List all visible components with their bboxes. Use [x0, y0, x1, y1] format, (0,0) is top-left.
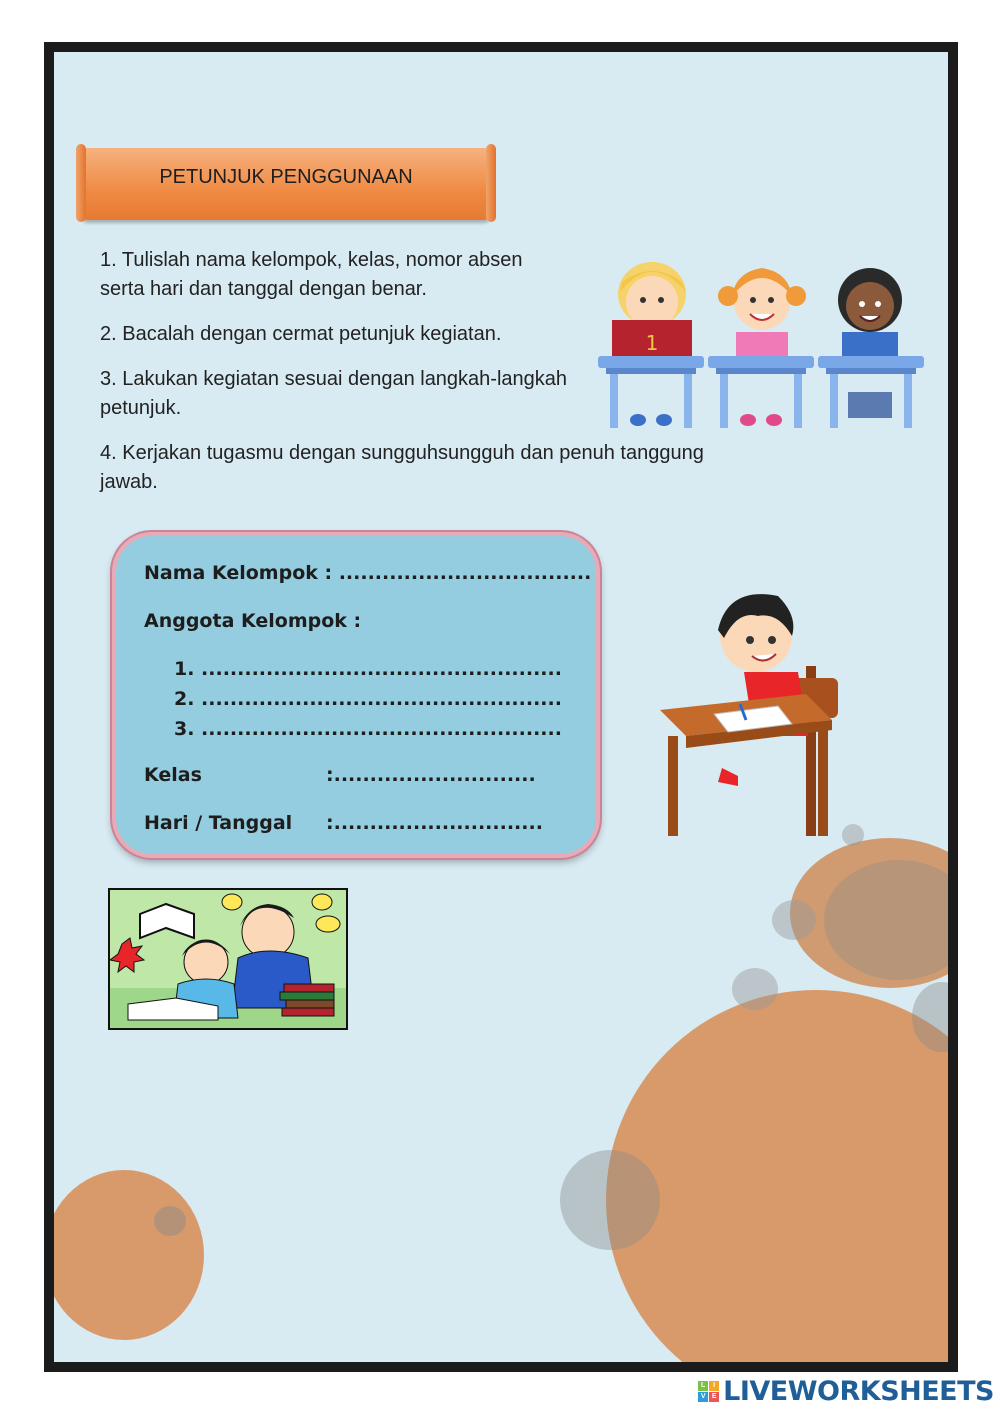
logo-letter-l: L [698, 1381, 708, 1391]
instruction-4: 4. Kerjakan tugasmu dengan sungguhsungguh dan penuh tanggung jawab. [100, 442, 704, 493]
watermark-text: LIVEWORKSHEETS [723, 1375, 994, 1407]
banner-title: PETUNJUK PENGGUNAAN [159, 166, 413, 188]
svg-text:1: 1 [645, 331, 659, 355]
decor-circle-grey-4 [732, 968, 778, 1010]
member-3-field[interactable]: 3. .................................................. [174, 718, 562, 740]
boy-writing-illustration [658, 586, 848, 838]
group-name-field[interactable]: Nama Kelompok : ................................... [144, 562, 592, 584]
three-kids-at-desks-illustration [598, 252, 928, 432]
instruction-2: 2. Bacalah dengan cermat petunjuk kegiatan. [100, 323, 502, 345]
decor-circle-grey-5 [560, 1150, 660, 1250]
kids-studying-comic-illustration [108, 888, 348, 1030]
logo-letter-e: E [709, 1392, 719, 1402]
decor-circle-large [606, 990, 958, 1372]
logo-letter-i: I [709, 1381, 719, 1391]
date-label: Hari / Tanggal [144, 812, 293, 834]
class-label: Kelas [144, 764, 202, 786]
logo-letter-v: V [698, 1392, 708, 1402]
group-info-form [112, 532, 600, 858]
decor-circle-grey-2 [772, 900, 816, 940]
member-1-field[interactable]: 1. .................................................. [174, 658, 562, 680]
member-2-field[interactable]: 2. .................................................. [174, 688, 562, 710]
instructions-banner [82, 148, 490, 220]
date-field[interactable]: :............................. [326, 812, 543, 834]
liveworksheets-logo-icon [698, 1381, 719, 1402]
decor-circle-grey-7 [154, 1206, 186, 1236]
class-field[interactable]: :............................ [326, 764, 536, 786]
instruction-1: 1. Tulislah nama kelompok, kelas, nomor absen serta hari dan tanggal dengan benar. [100, 249, 523, 300]
worksheet-page [44, 42, 958, 1372]
members-label: Anggota Kelompok : [144, 610, 362, 632]
decor-circle-bottom-left [44, 1170, 204, 1340]
liveworksheets-watermark [698, 1373, 994, 1409]
instruction-3: 3. Lakukan kegiatan sesuai dengan langkah-langkah petunjuk. [100, 368, 568, 419]
